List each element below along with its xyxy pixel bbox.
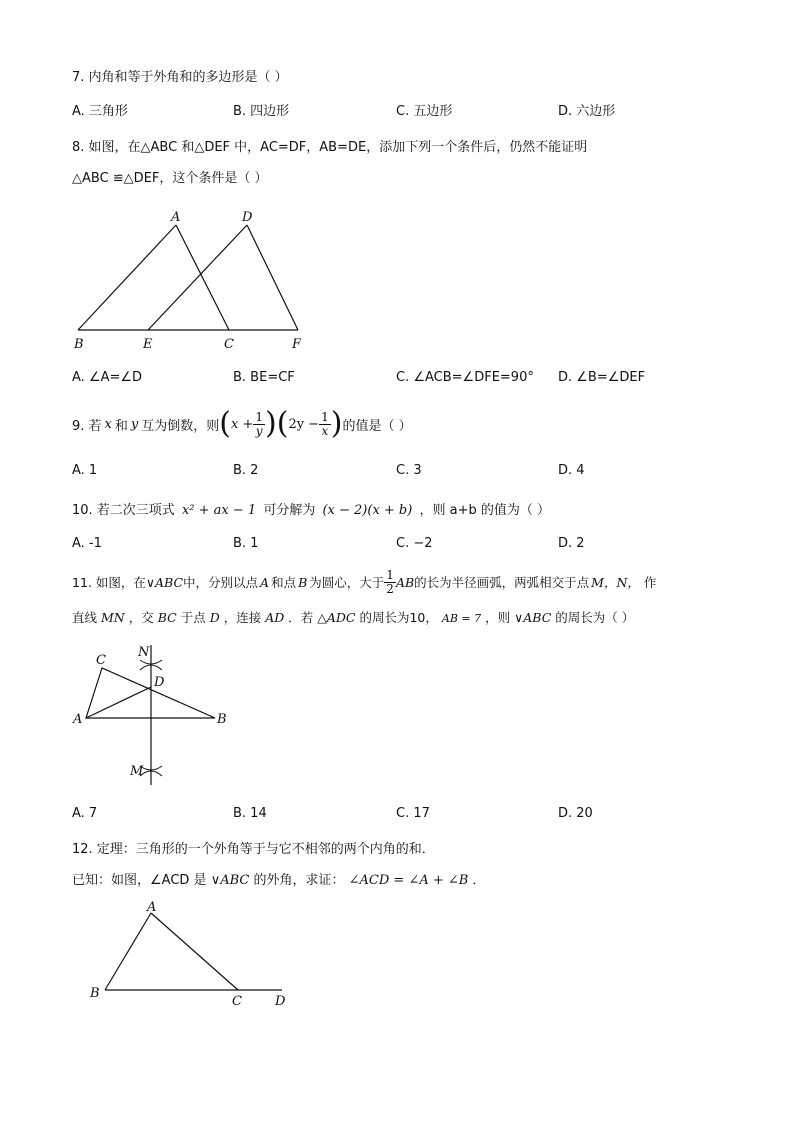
q9-expr-a: x + [231, 416, 254, 432]
q12-triangle: ∨ABC [210, 873, 250, 888]
q9-option-b: B. 2 [233, 463, 259, 478]
q9-paren-open-1: ( [219, 406, 231, 441]
q7-option-c: C. 五边形 [396, 104, 453, 119]
q11-figure [68, 640, 238, 790]
q11-label-b: B [217, 712, 227, 727]
q11-text-2: 中，分别以点 [183, 575, 259, 590]
q11-option-a: A. 7 [72, 806, 98, 821]
q11-text-11: ．若 [288, 610, 314, 625]
q11-label-n: N [138, 645, 150, 660]
q7-option-a: A. 三角形 [72, 104, 128, 119]
q10-mid: 可分解为 [263, 503, 316, 518]
q11-point-d: D [209, 610, 220, 625]
q11-text-8: ，交 [128, 610, 154, 625]
q11-option-b: B. 14 [233, 806, 267, 821]
q11-text-1: 11. 如图，在 [72, 575, 146, 590]
q11-ab-equals: AB = 7 [441, 612, 482, 625]
q11-text-4: 为圆心，大于 [309, 575, 385, 590]
q11-line-mn: MN [101, 610, 125, 625]
q9-prefix: 9. 若 [72, 418, 102, 434]
q11-triangle-abc: ∨ABC [145, 574, 184, 590]
q11-text-12: 的周长为10， [359, 610, 438, 625]
q7-option-d: D. 六边形 [558, 104, 616, 119]
q9-mid: 互为倒数，则 [141, 418, 220, 434]
q10-polynomial: x² + ax − 1 [181, 503, 257, 518]
q8-option-d: D. ∠B=∠DEF [558, 370, 646, 385]
q11-segment-ad: AD [265, 610, 285, 625]
q11-triangle-abc-2: ∨ABC [514, 610, 552, 625]
q11-text-14: 的周长为（ ） [555, 610, 635, 625]
q10-option-d: D. 2 [558, 536, 585, 551]
q10-option-a: A. -1 [72, 536, 102, 551]
q11-fraction-half: $\frac{1}{2}$ [386, 567, 394, 596]
q11-segment-bc: BC [157, 610, 177, 625]
q8-stem-line1: 8. 如图，在△ABC 和△DEF 中，AC=DF，AB=DE，添加下列一个条件后，仍然不能证明 [72, 140, 588, 155]
q12-label-c: C [232, 994, 242, 1009]
q9-option-c: C. 3 [396, 463, 422, 478]
q9-paren-open-2: ( [276, 406, 289, 441]
q10-suffix: ，则 a+b 的值为（ ） [419, 503, 550, 518]
q11-point-a: A [260, 574, 270, 590]
q9-paren-close-2: ) [330, 406, 343, 441]
q9-var-x: x [104, 416, 112, 432]
q10-factored: (x − 2)(x + b) [322, 503, 413, 518]
q11-label-c: C [96, 653, 106, 668]
q12-label-a: A [147, 900, 157, 915]
q12-text-2: 的外角，求证： [253, 873, 345, 888]
q10-prefix: 10. 若二次三项式 [72, 503, 175, 518]
q8-label-a: A [171, 210, 181, 225]
q11-segment-ab: AB [395, 574, 415, 590]
q7-stem: 7. 内角和等于外角和的多边形是（ ） [72, 70, 288, 85]
q8-label-d: D [242, 210, 253, 225]
q11-text-3: 和点 [271, 575, 297, 590]
q11-stem-line2 [72, 608, 634, 626]
q9-expr-b: 2y − [288, 416, 320, 432]
q11-text-7: 直线 [72, 610, 98, 625]
q11-option-c: C. 17 [396, 806, 430, 821]
q11-text-9: 于点 [180, 610, 206, 625]
q8-option-c: C. ∠ACB=∠DFE=90° [396, 370, 534, 385]
q9-fraction-1: $\frac{1}{y}$ [255, 409, 263, 438]
q11-text-6: 作 [643, 575, 657, 590]
q11-option-d: D. 20 [558, 806, 593, 821]
q8-label-f: F [292, 337, 302, 352]
q8-figure [70, 205, 320, 355]
q12-given [72, 869, 486, 888]
q12-claim: ∠ACD = ∠A + ∠B [348, 873, 469, 888]
q12-figure [85, 898, 305, 1013]
q8-label-b: B [74, 337, 84, 352]
q8-label-e: E [143, 337, 153, 352]
q11-point-b: B [298, 574, 308, 590]
q9-stem [72, 403, 412, 445]
q9-and: 和 [114, 418, 128, 434]
q9-suffix: 的值是（ ） [342, 418, 412, 434]
q9-option-a: A. 1 [72, 463, 98, 478]
q11-stem-line1 [72, 562, 656, 602]
q8-option-b: B. BE=CF [233, 370, 295, 385]
q11-text-13: ，则 [485, 610, 511, 625]
q8-label-c: C [224, 337, 234, 352]
q10-option-b: B. 1 [233, 536, 259, 551]
q9-option-d: D. 4 [558, 463, 585, 478]
q12-label-b: B [90, 986, 100, 1001]
q11-text-10: ，连接 [223, 610, 262, 625]
q8-stem-line2: △ABC ≌△DEF，这个条件是（ ） [72, 171, 268, 186]
q11-label-m: M [130, 764, 144, 779]
q12-theorem: 12. 定理：三角形的一个外角等于与它不相邻的两个内角的和． [72, 842, 435, 857]
q9-var-y: y [130, 416, 139, 432]
q9-fraction-2: $\frac{1}{x}$ [321, 409, 329, 438]
q9-paren-close-1: ) [265, 406, 277, 441]
q11-label-a: A [73, 712, 83, 727]
q10-option-c: C. −2 [396, 536, 433, 551]
q11-label-d: D [154, 675, 165, 690]
q11-points-mn: M，N， [591, 575, 640, 590]
q12-text-3: ． [472, 873, 486, 888]
q12-text-1: 已知：如图，∠ACD 是 [72, 873, 207, 888]
q12-label-d: D [275, 994, 286, 1009]
q11-triangle-adc: △ADC [317, 610, 356, 625]
q8-option-a: A. ∠A=∠D [72, 370, 143, 385]
q10-stem [72, 499, 550, 518]
q11-text-5: 的长为半径画弧，两弧相交于点 [414, 575, 590, 590]
q7-option-b: B. 四边形 [233, 104, 290, 119]
